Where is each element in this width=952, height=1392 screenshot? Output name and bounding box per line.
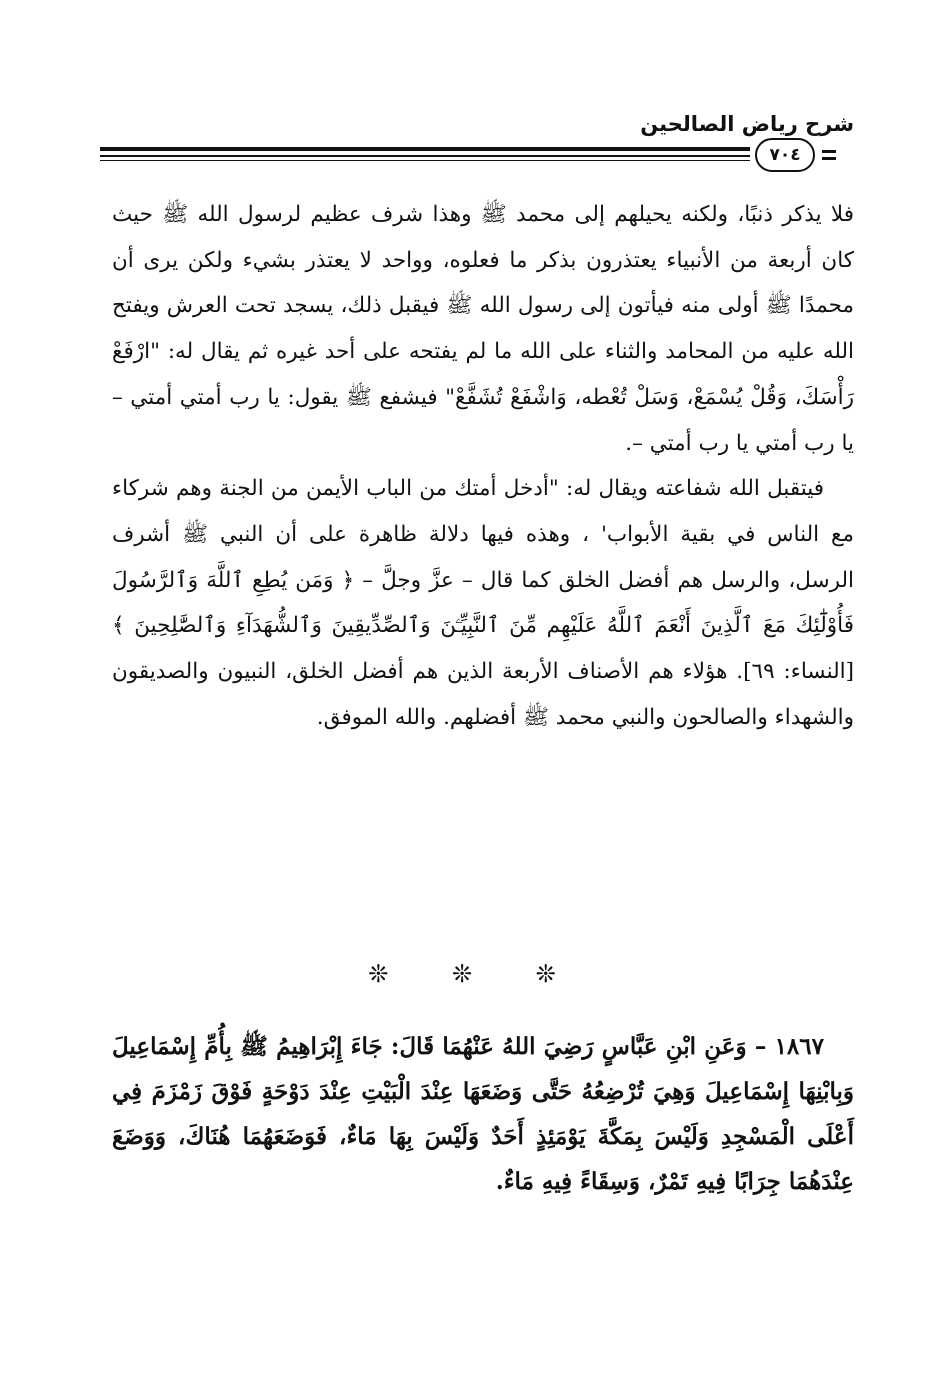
header-rule-thick	[100, 147, 750, 151]
page-number: ٧٠٤	[769, 145, 801, 165]
commentary-paragraph-2: فيتقبل الله شفاعته ويقال له: "أدخل أمتك من الباب الأيمن من الجنة وهم شركاء مع الناس في بقية الأبواب' ، وهذه فيها دلالة ظاهرة على أن النبي ﷺ أشرف الرسل، والرسل هم أفضل الخلق كما قال – عزَّ وجلَّ – ﴿ وَمَن يُطِعِ ٱللَّهَ وَٱلرَّسُولَ فَأُوْلَٰٓئِكَ مَعَ ٱلَّذِينَ أَنْعَمَ ٱللَّهُ عَلَيْهِم مِّنَ ٱلنَّبِيِّـۧنَ وَٱلصِّدِّيقِينَ وَٱلشُّهَدَآءِ وَٱلصَّٰلِحِينَ ﴾ [النساء: ٦٩]. هؤلاء هم الأصناف الأربعة الذين هم أفضل الخلق، النبيون والصديقون والشهداء والصالحون والنبي محمد ﷺ أفضلهم. والله الموفق.	[112, 476, 854, 730]
section-separator: ❊ ❊ ❊	[368, 960, 584, 988]
commentary-paragraph-1: فلا يذكر ذنبًا، ولكنه يحيلهم إلى محمد ﷺ وهذا شرف عظيم لرسول الله ﷺ حيث كان أربعة من الأنبياء يعتذرون بذكر ما فعلوه، وواحد لا يعتذر بشيء ولكن يرى أن محمدًا ﷺ أولى منه فيأتون إلى رسول الله ﷺ فيقبل ذلك، يسجد تحت العرش ويفتح الله عليه من المحامد والثناء على الله ما لم يفتحه على أحد غيره ثم يقال له: "ارْفَعْ رَأْسَكَ، وَقُلْ يُسْمَعْ، وَسَلْ تُعْطه، وَاشْفَعْ تُشَفَّعْ" فيشفع ﷺ يقول: يا رب أمتي أمتي – يا رب أمتي يا رب أمتي –.	[112, 202, 854, 456]
running-title: شرح رياض الصالحين	[640, 112, 854, 136]
header-rule-hairline	[100, 160, 750, 161]
header-rule-thin	[100, 155, 750, 157]
hadith-text: ١٨٦٧ – وَعَنِ ابْنِ عَبَّاسٍ رَضِيَ اللهُ عَنْهُمَا قَالَ: جَاءَ إِبْرَاهِيمُ ﷺ بِأُمِّ إِسْمَاعِيلَ وَبِابْنِهَا إِسْمَاعِيلَ وَهِيَ تُرْضِعُهُ حَتَّى وَضَعَهَا عِنْدَ الْبَيْتِ عِنْدَ دَوْحَةٍ فَوْقَ زَمْزَمَ فِي أَعْلَى الْمَسْجِدِ وَلَيْسَ بِمَكَّةَ يَوْمَئِذٍ أَحَدٌ وَلَيْسَ بِهَا مَاءٌ، فَوَضَعَهُمَا هُنَاكَ، وَوَضَعَ عِنْدَهُمَا جِرَابًا فِيهِ تَمْرٌ، وَسِقَاءً فِيهِ مَاءٌ.	[112, 1033, 854, 1195]
hadith-block	[112, 1024, 854, 1204]
commentary-body	[112, 192, 854, 740]
page-number-dash-lower	[822, 157, 836, 160]
page-number-dash-upper	[822, 150, 836, 153]
page-number-badge	[755, 138, 815, 172]
